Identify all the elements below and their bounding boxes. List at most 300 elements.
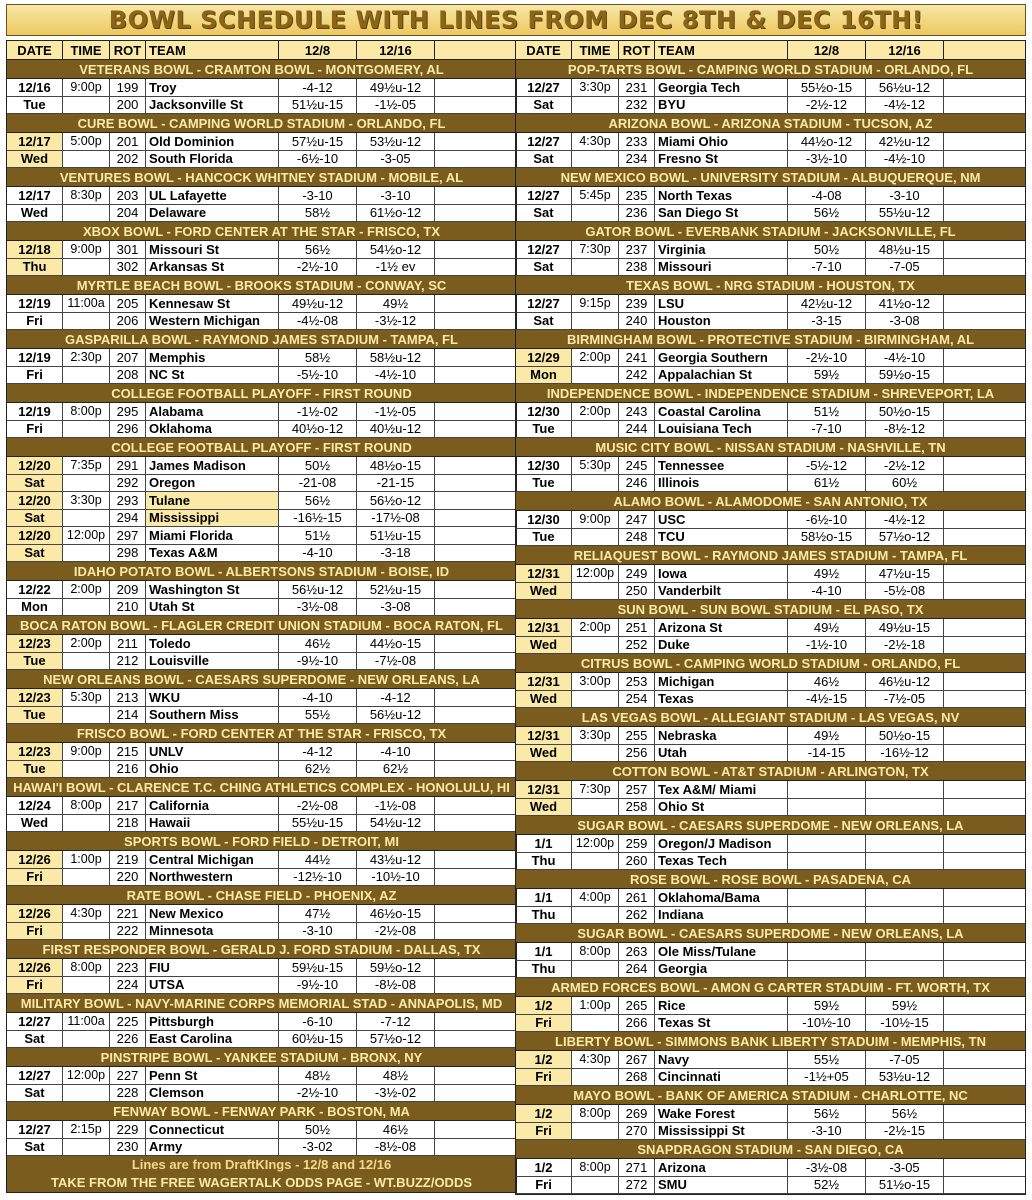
team-cell: Miami Ohio bbox=[655, 133, 788, 150]
line-12-8-cell bbox=[788, 889, 866, 906]
line-12-8-cell: 59½u-15 bbox=[279, 959, 357, 976]
matchup-row bbox=[7, 205, 516, 223]
rot-cell: 242 bbox=[619, 367, 655, 384]
line-12-8-cell: -4-08 bbox=[788, 187, 866, 204]
rot-cell: 224 bbox=[110, 977, 146, 994]
bowl-header: BIRMINGHAM BOWL - PROTECTIVE STADIUM - BIRMINGHAM, AL bbox=[516, 330, 1025, 349]
time-cell: 12:00p bbox=[63, 1067, 110, 1084]
line-12-16-cell: 42½u-12 bbox=[866, 133, 944, 150]
matchup-row bbox=[516, 799, 1025, 817]
date-cell: Wed bbox=[7, 815, 63, 832]
matchup-row bbox=[516, 421, 1025, 439]
date-cell: 12/30 bbox=[516, 511, 572, 528]
time-cell: 7:30p bbox=[572, 241, 619, 258]
blank-cell bbox=[944, 727, 1025, 744]
line-12-8-cell: 58½o-15 bbox=[788, 529, 866, 546]
blank-cell bbox=[435, 133, 516, 150]
header-blank bbox=[435, 41, 516, 59]
team-cell: California bbox=[146, 797, 279, 814]
team-cell: Army bbox=[146, 1139, 279, 1156]
blank-cell bbox=[944, 1069, 1025, 1086]
team-cell: Louisiana Tech bbox=[655, 421, 788, 438]
header-line-2: 12/16 bbox=[866, 41, 944, 59]
line-12-16-cell: -7½-08 bbox=[357, 653, 435, 670]
line-12-8-cell: -4½-08 bbox=[279, 313, 357, 330]
time-cell: 8:00p bbox=[63, 797, 110, 814]
blank-cell bbox=[944, 295, 1025, 312]
team-cell: Texas St bbox=[655, 1015, 788, 1032]
blank-cell bbox=[435, 367, 516, 384]
line-12-16-cell: 57½o-12 bbox=[357, 1031, 435, 1048]
matchup-row bbox=[516, 79, 1025, 97]
time-cell bbox=[572, 421, 619, 438]
team-cell: Delaware bbox=[146, 205, 279, 222]
line-12-16-cell: -4½-12 bbox=[866, 97, 944, 114]
date-cell: 12/20 bbox=[7, 492, 63, 509]
bowl-header: ARMED FORCES BOWL - AMON G CARTER STADUIM - FT. WORTH, TX bbox=[516, 978, 1025, 997]
line-12-16-cell: -8½-08 bbox=[357, 977, 435, 994]
rot-cell: 243 bbox=[619, 403, 655, 420]
date-cell: 12/23 bbox=[7, 689, 63, 706]
bowl-header: FIRST RESPONDER BOWL - GERALD J. FORD STADIUM - DALLAS, TX bbox=[7, 940, 516, 959]
line-12-8-cell: 56½ bbox=[279, 492, 357, 509]
rot-cell: 223 bbox=[110, 959, 146, 976]
rot-cell: 218 bbox=[110, 815, 146, 832]
line-12-8-cell: -4-10 bbox=[788, 583, 866, 600]
bowl-header: SPORTS BOWL - FORD FIELD - DETROIT, MI bbox=[7, 832, 516, 851]
team-cell: USC bbox=[655, 511, 788, 528]
time-cell bbox=[63, 599, 110, 616]
time-cell bbox=[63, 977, 110, 994]
matchup-row bbox=[7, 959, 516, 977]
footer-odds-page: TAKE FROM THE FREE WAGERTALK ODDS PAGE - WT.BUZZ/ODDS bbox=[50, 1175, 473, 1190]
line-12-8-cell: 42½u-12 bbox=[788, 295, 866, 312]
time-cell: 12:00p bbox=[63, 527, 110, 544]
header-date: DATE bbox=[516, 41, 572, 59]
rot-cell: 215 bbox=[110, 743, 146, 760]
blank-cell bbox=[944, 583, 1025, 600]
line-12-16-cell: -2½-18 bbox=[866, 637, 944, 654]
team-cell: Arizona St bbox=[655, 619, 788, 636]
line-12-16-cell: 44½o-15 bbox=[357, 635, 435, 652]
line-12-16-cell: -3-18 bbox=[357, 545, 435, 562]
rot-cell: 267 bbox=[619, 1051, 655, 1068]
blank-cell bbox=[944, 997, 1025, 1014]
date-cell: 12/26 bbox=[7, 959, 63, 976]
time-cell: 5:45p bbox=[572, 187, 619, 204]
date-cell: 12/27 bbox=[7, 1121, 63, 1138]
line-12-16-cell bbox=[866, 907, 944, 924]
line-12-8-cell bbox=[788, 781, 866, 798]
line-12-16-cell: 49½u-15 bbox=[866, 619, 944, 636]
matchup-row bbox=[516, 151, 1025, 169]
time-cell: 9:00p bbox=[63, 79, 110, 96]
blank-cell bbox=[435, 259, 516, 276]
matchup-row bbox=[516, 1105, 1025, 1123]
time-cell: 3:30p bbox=[63, 492, 110, 509]
line-12-8-cell: 55½ bbox=[279, 707, 357, 724]
time-cell: 11:00a bbox=[63, 295, 110, 312]
line-12-8-cell bbox=[788, 907, 866, 924]
rot-cell: 204 bbox=[110, 205, 146, 222]
blank-cell bbox=[944, 835, 1025, 852]
time-cell bbox=[572, 799, 619, 816]
date-cell: 12/27 bbox=[516, 187, 572, 204]
matchup-row bbox=[7, 510, 516, 528]
line-12-8-cell: -5½-10 bbox=[279, 367, 357, 384]
line-12-8-cell: -4-12 bbox=[279, 743, 357, 760]
time-cell: 3:30p bbox=[572, 79, 619, 96]
matchup-row bbox=[516, 961, 1025, 979]
line-12-16-cell: 43½u-12 bbox=[357, 851, 435, 868]
line-12-8-cell: 60½u-15 bbox=[279, 1031, 357, 1048]
line-12-16-cell: 40½u-12 bbox=[357, 421, 435, 438]
bowl-header: BOCA RATON BOWL - FLAGLER CREDIT UNION STADIUM - BOCA RATON, FL bbox=[7, 616, 516, 635]
team-cell: Ohio St bbox=[655, 799, 788, 816]
date-cell: 1/2 bbox=[516, 1051, 572, 1068]
line-12-16-cell: -4½-12 bbox=[866, 511, 944, 528]
bowl-header: LIBERTY BOWL - SIMMONS BANK LIBERTY STADUIM - MEMPHIS, TN bbox=[516, 1032, 1025, 1051]
team-cell: Mississippi bbox=[146, 510, 279, 527]
bowl-header: POP-TARTS BOWL - CAMPING WORLD STADIUM - ORLANDO, FL bbox=[516, 60, 1025, 79]
blank-cell bbox=[944, 907, 1025, 924]
date-cell: Thu bbox=[516, 907, 572, 924]
rot-cell: 262 bbox=[619, 907, 655, 924]
team-cell: New Mexico bbox=[146, 905, 279, 922]
team-cell: Arkansas St bbox=[146, 259, 279, 276]
line-12-16-cell: 46½u-12 bbox=[866, 673, 944, 690]
date-cell: Tue bbox=[7, 707, 63, 724]
rot-cell: 301 bbox=[110, 241, 146, 258]
rot-cell: 264 bbox=[619, 961, 655, 978]
matchup-row bbox=[516, 1051, 1025, 1069]
line-12-16-cell: 54½u-12 bbox=[357, 815, 435, 832]
header-rot: ROT bbox=[619, 41, 655, 59]
bowl-header: MYRTLE BEACH BOWL - BROOKS STADIUM - CONWAY, SC bbox=[7, 276, 516, 295]
rot-cell: 261 bbox=[619, 889, 655, 906]
line-12-16-cell: 51½u-15 bbox=[357, 527, 435, 544]
team-cell: Oregon bbox=[146, 475, 279, 492]
rot-cell: 270 bbox=[619, 1123, 655, 1140]
matchup-row bbox=[7, 1031, 516, 1049]
rot-cell: 291 bbox=[110, 457, 146, 474]
date-cell: 12/24 bbox=[7, 797, 63, 814]
date-cell: Sat bbox=[7, 1139, 63, 1156]
line-12-16-cell: -8½-08 bbox=[357, 1139, 435, 1156]
blank-cell bbox=[435, 869, 516, 886]
rot-cell: 234 bbox=[619, 151, 655, 168]
rot-cell: 302 bbox=[110, 259, 146, 276]
matchup-row bbox=[516, 295, 1025, 313]
line-12-8-cell: -1½-02 bbox=[279, 403, 357, 420]
date-cell: 12/29 bbox=[516, 349, 572, 366]
blank-cell bbox=[944, 241, 1025, 258]
line-12-16-cell: -3-08 bbox=[866, 313, 944, 330]
time-cell bbox=[63, 923, 110, 940]
line-12-8-cell: 49½u-12 bbox=[279, 295, 357, 312]
date-cell: Wed bbox=[516, 799, 572, 816]
team-cell: Texas A&M bbox=[146, 545, 279, 562]
matchup-row bbox=[516, 943, 1025, 961]
date-cell: Tue bbox=[7, 653, 63, 670]
matchup-row bbox=[7, 743, 516, 761]
line-12-16-cell: 46½o-15 bbox=[357, 905, 435, 922]
line-12-8-cell: -12½-10 bbox=[279, 869, 357, 886]
date-cell: Mon bbox=[516, 367, 572, 384]
blank-cell bbox=[944, 151, 1025, 168]
rot-cell: 221 bbox=[110, 905, 146, 922]
blank-cell bbox=[435, 1031, 516, 1048]
date-cell: 12/20 bbox=[7, 527, 63, 544]
rot-cell: 263 bbox=[619, 943, 655, 960]
line-12-8-cell: -3-02 bbox=[279, 1139, 357, 1156]
blank-cell bbox=[435, 923, 516, 940]
line-12-16-cell: -2½-08 bbox=[357, 923, 435, 940]
date-cell: Sat bbox=[7, 545, 63, 562]
line-12-8-cell: 51½u-15 bbox=[279, 97, 357, 114]
blank-cell bbox=[435, 545, 516, 562]
time-cell bbox=[63, 475, 110, 492]
date-cell: 12/26 bbox=[7, 851, 63, 868]
line-12-8-cell: -2½-08 bbox=[279, 797, 357, 814]
matchup-row bbox=[516, 1177, 1025, 1195]
blank-cell bbox=[944, 1051, 1025, 1068]
time-cell: 4:30p bbox=[63, 905, 110, 922]
time-cell bbox=[63, 510, 110, 527]
team-cell: South Florida bbox=[146, 151, 279, 168]
line-12-8-cell: 47½ bbox=[279, 905, 357, 922]
date-cell: Fri bbox=[7, 313, 63, 330]
blank-cell bbox=[435, 527, 516, 544]
line-12-8-cell: -2½-10 bbox=[788, 349, 866, 366]
team-cell: Fresno St bbox=[655, 151, 788, 168]
line-12-8-cell: -3½-10 bbox=[788, 151, 866, 168]
line-12-8-cell: -6½-10 bbox=[279, 151, 357, 168]
team-cell: Vanderbilt bbox=[655, 583, 788, 600]
blank-cell bbox=[944, 853, 1025, 870]
team-cell: Ohio bbox=[146, 761, 279, 778]
rot-cell: 251 bbox=[619, 619, 655, 636]
date-cell: 12/19 bbox=[7, 349, 63, 366]
date-cell: Wed bbox=[516, 691, 572, 708]
line-12-16-cell: -4½-10 bbox=[866, 151, 944, 168]
blank-cell bbox=[435, 457, 516, 474]
rot-cell: 259 bbox=[619, 835, 655, 852]
matchup-row bbox=[7, 187, 516, 205]
blank-cell bbox=[435, 635, 516, 652]
bowl-header: IDAHO POTATO BOWL - ALBERTSONS STADIUM - BOISE, ID bbox=[7, 562, 516, 581]
blank-cell bbox=[435, 1067, 516, 1084]
line-12-8-cell: -21-08 bbox=[279, 475, 357, 492]
team-cell: Texas bbox=[655, 691, 788, 708]
line-12-8-cell: 55½o-15 bbox=[788, 79, 866, 96]
blank-cell bbox=[944, 619, 1025, 636]
matchup-row bbox=[7, 241, 516, 259]
matchup-row bbox=[7, 905, 516, 923]
blank-cell bbox=[944, 133, 1025, 150]
team-cell: UTSA bbox=[146, 977, 279, 994]
team-cell: Georgia bbox=[655, 961, 788, 978]
rot-cell: 229 bbox=[110, 1121, 146, 1138]
date-cell: 1/2 bbox=[516, 1105, 572, 1122]
team-cell: Troy bbox=[146, 79, 279, 96]
team-cell: Oklahoma/Bama bbox=[655, 889, 788, 906]
line-12-16-cell: 53½u-12 bbox=[357, 133, 435, 150]
matchup-row bbox=[516, 349, 1025, 367]
line-12-16-cell bbox=[866, 961, 944, 978]
time-cell: 1:00p bbox=[572, 997, 619, 1014]
matchup-row bbox=[516, 565, 1025, 583]
rot-cell: 207 bbox=[110, 349, 146, 366]
bowl-header: TEXAS BOWL - NRG STADIUM - HOUSTON, TX bbox=[516, 276, 1025, 295]
time-cell bbox=[63, 1031, 110, 1048]
blank-cell bbox=[435, 905, 516, 922]
blank-cell bbox=[435, 1139, 516, 1156]
line-12-8-cell: 40½o-12 bbox=[279, 421, 357, 438]
bowl-header: FRISCO BOWL - FORD CENTER AT THE STAR - FRISCO, TX bbox=[7, 724, 516, 743]
line-12-16-cell bbox=[866, 835, 944, 852]
line-12-8-cell: 48½ bbox=[279, 1067, 357, 1084]
blank-cell bbox=[435, 1121, 516, 1138]
line-12-16-cell: -4½-10 bbox=[866, 349, 944, 366]
line-12-16-cell: -4½-10 bbox=[357, 367, 435, 384]
bowl-header: FENWAY BOWL - FENWAY PARK - BOSTON, MA bbox=[7, 1102, 516, 1121]
date-cell: Fri bbox=[516, 1015, 572, 1032]
time-cell bbox=[572, 475, 619, 492]
header-blank bbox=[944, 41, 1025, 59]
date-cell: Sat bbox=[7, 475, 63, 492]
blank-cell bbox=[944, 1123, 1025, 1140]
line-12-8-cell: 61½ bbox=[788, 475, 866, 492]
time-cell bbox=[572, 907, 619, 924]
time-cell: 5:30p bbox=[63, 689, 110, 706]
line-12-16-cell: -7-12 bbox=[357, 1013, 435, 1030]
date-cell: 1/1 bbox=[516, 835, 572, 852]
team-cell: North Texas bbox=[655, 187, 788, 204]
matchup-row bbox=[516, 835, 1025, 853]
rot-cell: 256 bbox=[619, 745, 655, 762]
bowl-header: ARIZONA BOWL - ARIZONA STADIUM - TUCSON, AZ bbox=[516, 114, 1025, 133]
team-cell: UNLV bbox=[146, 743, 279, 760]
blank-cell bbox=[944, 259, 1025, 276]
matchup-row bbox=[7, 97, 516, 115]
page-title: BOWL SCHEDULE WITH LINES FROM DEC 8TH & DEC 16TH! bbox=[108, 6, 924, 34]
line-12-8-cell: -4-12 bbox=[279, 79, 357, 96]
rot-cell: 254 bbox=[619, 691, 655, 708]
blank-cell bbox=[435, 743, 516, 760]
time-cell bbox=[572, 691, 619, 708]
matchup-row bbox=[7, 599, 516, 617]
line-12-16-cell: -1½-05 bbox=[357, 403, 435, 420]
line-12-16-cell: 50½o-15 bbox=[866, 727, 944, 744]
blank-cell bbox=[944, 565, 1025, 582]
date-cell: Mon bbox=[7, 599, 63, 616]
date-cell: Fri bbox=[516, 1069, 572, 1086]
date-cell: Tue bbox=[516, 529, 572, 546]
rot-cell: 222 bbox=[110, 923, 146, 940]
date-cell: Tue bbox=[7, 761, 63, 778]
matchup-row bbox=[516, 907, 1025, 925]
matchup-row bbox=[7, 259, 516, 277]
time-cell: 2:30p bbox=[63, 349, 110, 366]
date-cell: 12/31 bbox=[516, 673, 572, 690]
line-12-16-cell: -3-05 bbox=[357, 151, 435, 168]
team-cell: Louisville bbox=[146, 653, 279, 670]
line-12-16-cell: -16½-12 bbox=[866, 745, 944, 762]
blank-cell bbox=[435, 313, 516, 330]
rot-cell: 295 bbox=[110, 403, 146, 420]
line-12-8-cell: -3-15 bbox=[788, 313, 866, 330]
line-12-16-cell: 46½ bbox=[357, 1121, 435, 1138]
time-cell bbox=[572, 1177, 619, 1194]
time-cell: 9:00p bbox=[63, 743, 110, 760]
rot-cell: 201 bbox=[110, 133, 146, 150]
matchup-row bbox=[7, 545, 516, 563]
date-cell: 12/18 bbox=[7, 241, 63, 258]
line-12-8-cell: 56½ bbox=[788, 1105, 866, 1122]
date-cell: 12/17 bbox=[7, 187, 63, 204]
team-cell: Georgia Tech bbox=[655, 79, 788, 96]
line-12-8-cell: -3-10 bbox=[279, 187, 357, 204]
blank-cell bbox=[944, 1177, 1025, 1194]
matchup-row bbox=[7, 313, 516, 331]
line-12-16-cell: -3-10 bbox=[357, 187, 435, 204]
bowl-header: SUGAR BOWL - CAESARS SUPERDOME - NEW ORLEANS, LA bbox=[516, 816, 1025, 835]
bowl-header: INDEPENDENCE BOWL - INDEPENDENCE STADIUM - SHREVEPORT, LA bbox=[516, 384, 1025, 403]
rot-cell: 241 bbox=[619, 349, 655, 366]
matchup-row bbox=[516, 1159, 1025, 1177]
matchup-row bbox=[7, 492, 516, 510]
header-line-1: 12/8 bbox=[279, 41, 357, 59]
team-cell: Nebraska bbox=[655, 727, 788, 744]
time-cell bbox=[63, 761, 110, 778]
line-12-8-cell: -2½-10 bbox=[279, 259, 357, 276]
team-cell: Tex A&M/ Miami bbox=[655, 781, 788, 798]
matchup-row bbox=[7, 869, 516, 887]
time-cell: 2:00p bbox=[572, 403, 619, 420]
date-cell: Tue bbox=[516, 421, 572, 438]
team-cell: Ole Miss/Tulane bbox=[655, 943, 788, 960]
date-cell: 12/31 bbox=[516, 781, 572, 798]
bowl-header: RATE BOWL - CHASE FIELD - PHOENIX, AZ bbox=[7, 886, 516, 905]
team-cell: Southern Miss bbox=[146, 707, 279, 724]
matchup-row bbox=[7, 1067, 516, 1085]
rot-cell: 210 bbox=[110, 599, 146, 616]
blank-cell bbox=[944, 313, 1025, 330]
blank-cell bbox=[435, 599, 516, 616]
rot-cell: 255 bbox=[619, 727, 655, 744]
line-12-8-cell: 46½ bbox=[279, 635, 357, 652]
team-cell: FIU bbox=[146, 959, 279, 976]
line-12-16-cell: -1½-08 bbox=[357, 797, 435, 814]
rot-cell: 211 bbox=[110, 635, 146, 652]
blank-cell bbox=[435, 1085, 516, 1102]
time-cell: 2:00p bbox=[63, 635, 110, 652]
blank-cell bbox=[944, 529, 1025, 546]
line-12-16-cell bbox=[866, 943, 944, 960]
line-12-16-cell bbox=[866, 799, 944, 816]
team-cell: Missouri St bbox=[146, 241, 279, 258]
line-12-8-cell: 56½ bbox=[279, 241, 357, 258]
date-cell: 12/16 bbox=[7, 79, 63, 96]
team-cell: Hawaii bbox=[146, 815, 279, 832]
line-12-16-cell: 48½ bbox=[357, 1067, 435, 1084]
date-cell: Sat bbox=[516, 259, 572, 276]
date-cell: Thu bbox=[516, 961, 572, 978]
line-12-8-cell: 44½ bbox=[279, 851, 357, 868]
rot-cell: 272 bbox=[619, 1177, 655, 1194]
header-team: TEAM bbox=[655, 41, 788, 59]
